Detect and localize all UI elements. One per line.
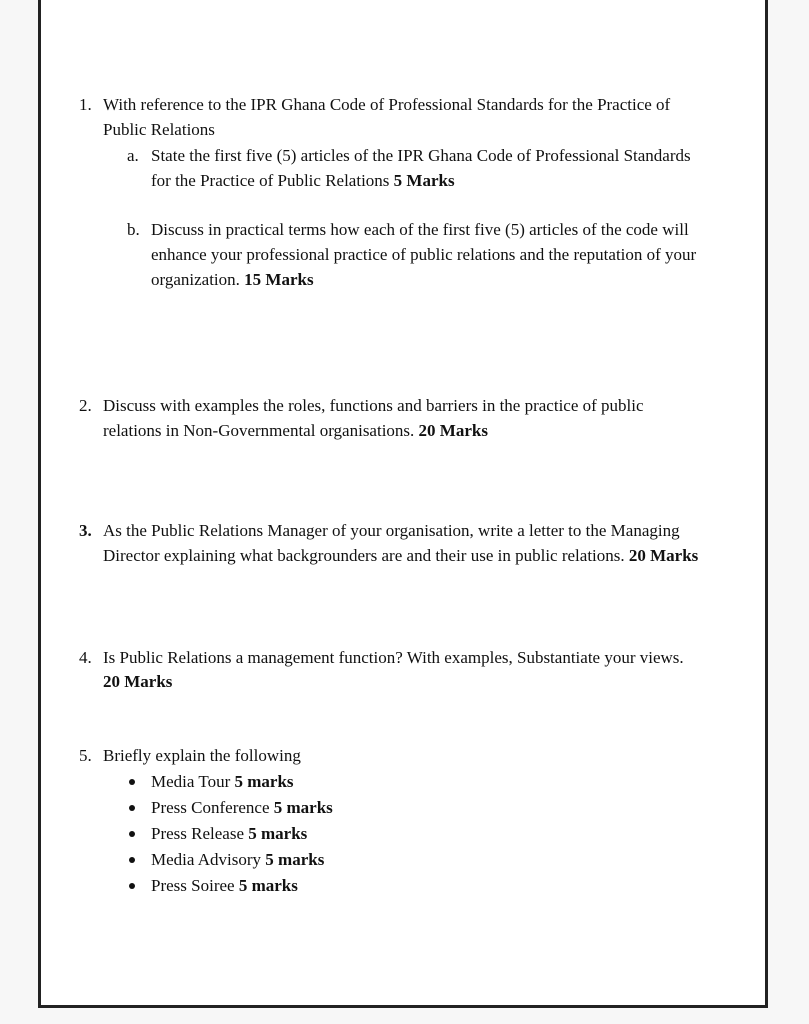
part-text-line: for the Practice of Public Relations 5 Marks xyxy=(151,171,455,190)
question-text-line: Director explaining what backgrounders are and their use in public relations. 20 Marks xyxy=(103,546,699,565)
list-item-text: Media Tour xyxy=(151,772,231,791)
marks-label: 5 Marks xyxy=(393,171,455,190)
marks-label: 20 Marks xyxy=(628,546,699,565)
list-item-text: Media Advisory xyxy=(151,850,262,869)
marks-label: 5 marks xyxy=(273,798,333,817)
bullet-icon xyxy=(129,805,135,811)
question-number: 4. xyxy=(79,648,92,667)
question-number: 3. xyxy=(79,521,92,540)
list-item-text: Press Soiree xyxy=(151,876,235,895)
marks-label: 5 marks xyxy=(248,824,308,843)
question-text-line: Public Relations xyxy=(103,120,215,139)
question-text-line: As the Public Relations Manager of your organisation, write a letter to the Managing xyxy=(103,521,680,540)
marks-label: 5 marks xyxy=(238,876,298,895)
question-number: 2. xyxy=(79,396,92,415)
marks-label: 20 Marks xyxy=(103,672,173,691)
marks-label: 5 marks xyxy=(234,772,294,791)
question-number: 5. xyxy=(79,746,92,765)
part-text-line: enhance your professional practice of public relations and the reputation of your xyxy=(151,245,697,264)
part-label: b. xyxy=(127,220,140,239)
part-text-line: State the first five (5) articles of the IPR Ghana Code of Professional Standards xyxy=(151,146,691,165)
marks-label: 15 Marks xyxy=(244,270,314,289)
bullet-icon xyxy=(129,857,135,863)
question-text-line: Is Public Relations a management function? With examples, Substantiate your views. xyxy=(103,648,684,667)
question-text-line: Discuss with examples the roles, functions and barriers in the practice of public xyxy=(103,396,644,415)
question-text-line: relations in Non-Governmental organisations. 20 Marks xyxy=(103,421,488,440)
marks-label: 20 Marks xyxy=(418,421,488,440)
question-text-line: Briefly explain the following xyxy=(103,746,301,765)
marks-label: 5 marks xyxy=(265,850,325,869)
bullet-icon xyxy=(129,883,135,889)
part-text-line: organization. 15 Marks xyxy=(151,270,314,289)
part-label: a. xyxy=(127,146,139,165)
question-text-line: With reference to the IPR Ghana Code of Professional Standards for the Practice of xyxy=(103,95,671,114)
bullet-icon xyxy=(129,779,135,785)
question-number: 1. xyxy=(79,95,92,114)
list-item-text: Press Conference xyxy=(151,798,270,817)
list-item-text: Press Release xyxy=(151,824,245,843)
bullet-icon xyxy=(129,831,135,837)
part-text-line: Discuss in practical terms how each of the first five (5) articles of the code will xyxy=(151,220,689,239)
